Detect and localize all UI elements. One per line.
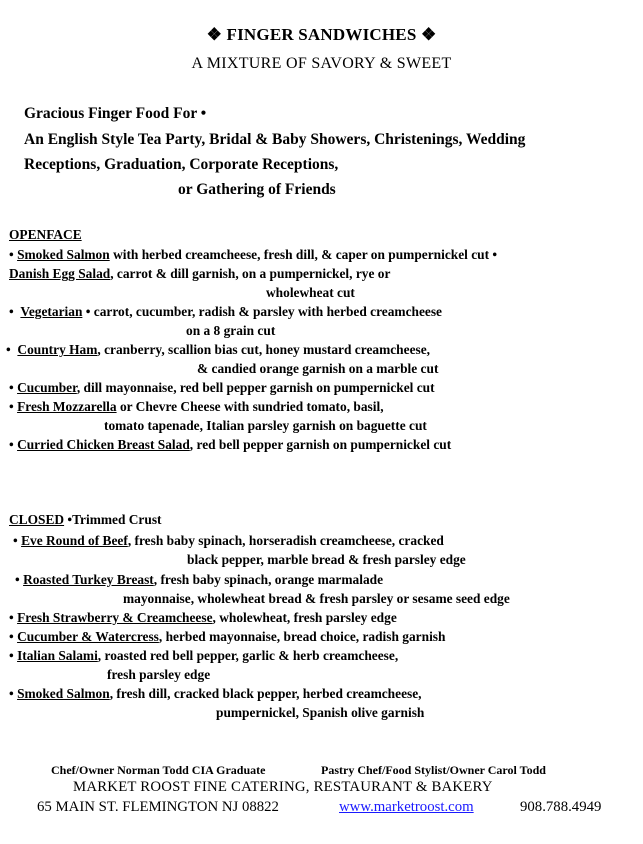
- menu-item: [13, 531, 444, 550]
- menu-item: [9, 627, 445, 646]
- item-desc-cont: fresh parsley edge: [107, 667, 211, 682]
- bullet: •: [9, 247, 14, 262]
- bullet: •: [9, 648, 14, 663]
- item-desc: • carrot, cucumber, radish & parsley with herbed creamcheese: [82, 304, 442, 319]
- closed-heading-label: CLOSED: [9, 512, 65, 527]
- menu-item: [9, 684, 422, 703]
- item-desc: , fresh baby spinach, horseradish creamcheese, cracked: [127, 533, 444, 548]
- bullet: •: [9, 629, 14, 644]
- item-desc-cont: & candied orange garnish on a marble cut: [197, 361, 439, 376]
- chef-credit: Chef/Owner Norman Todd CIA Graduate: [51, 763, 266, 777]
- menu-item: [9, 435, 451, 454]
- item-desc: , roasted red bell pepper, garlic & herb creamcheese,: [97, 648, 399, 663]
- phone-number: 908.788.4949: [520, 799, 602, 815]
- menu-item: [15, 570, 383, 589]
- item-name: Vegetarian: [20, 304, 83, 319]
- diamond-icon: ❖: [206, 25, 223, 44]
- item-desc: , wholewheat, fresh parsley edge: [212, 610, 397, 625]
- item-desc-cont: pumpernickel, Spanish olive garnish: [216, 705, 425, 720]
- bullet: •: [9, 686, 14, 701]
- item-desc: or Chevre Cheese with sundried tomato, basil,: [116, 399, 384, 414]
- item-desc: , red bell pepper garnish on pumpernickel cut: [189, 437, 452, 452]
- menu-item: [6, 340, 430, 359]
- item-desc: , carrot & dill garnish, on a pumpernickel, rye or: [110, 266, 391, 281]
- menu-item: [9, 378, 435, 397]
- item-desc: , fresh baby spinach, orange marmalade: [153, 572, 384, 587]
- item-name: Italian Salami: [17, 648, 98, 663]
- item-name: Smoked Salmon: [17, 247, 110, 262]
- item-name: Curried Chicken Breast Salad: [17, 437, 190, 452]
- closed-heading: [9, 512, 162, 528]
- intro-line-2: An English Style Tea Party, Bridal & Baby Showers, Christenings, Wedding: [24, 131, 526, 148]
- item-name: Smoked Salmon: [17, 686, 110, 701]
- website-link[interactable]: www.marketroost.com: [339, 799, 474, 815]
- bullet: •: [9, 610, 14, 625]
- item-desc-cont: mayonnaise, wholewheat bread & fresh parsley or sesame seed edge: [123, 591, 510, 606]
- menu-item: [9, 264, 390, 283]
- item-name: Country Ham: [17, 342, 98, 357]
- bullet: •: [9, 304, 14, 319]
- item-name: Danish Egg Salad: [9, 266, 111, 281]
- bullet: •: [9, 380, 14, 395]
- pastry-chef-credit: Pastry Chef/Food Stylist/Owner Carol Todd: [321, 763, 546, 777]
- menu-item: [9, 608, 397, 627]
- item-desc-cont: on a 8 grain cut: [186, 323, 276, 338]
- item-name: Fresh Strawberry & Creamcheese: [17, 610, 213, 625]
- item-desc: , fresh dill, cracked black pepper, herbed creamcheese,: [109, 686, 422, 701]
- item-desc-cont: wholewheat cut: [266, 285, 355, 300]
- item-desc-cont: tomato tapenade, Italian parsley garnish on baguette cut: [104, 418, 427, 433]
- intro-line-3: Receptions, Graduation, Corporate Receptions,: [24, 156, 339, 173]
- subtitle: A MIXTURE OF SAVORY & SWEET: [191, 55, 452, 72]
- intro-line-1: Gracious Finger Food For •: [24, 105, 207, 122]
- bullet: •: [15, 572, 20, 587]
- item-name: Cucumber & Watercress: [17, 629, 159, 644]
- menu-item: [9, 302, 442, 321]
- closed-heading-suffix: •Trimmed Crust: [64, 512, 162, 527]
- bullet: •: [9, 399, 14, 414]
- item-name: Fresh Mozzarella: [17, 399, 117, 414]
- openface-heading: OPENFACE: [9, 227, 82, 242]
- item-desc: , herbed mayonnaise, bread choice, radish garnish: [158, 629, 446, 644]
- business-name: MARKET ROOST FINE CATERING, RESTAURANT & BAKERY: [73, 779, 493, 795]
- diamond-icon: ❖: [420, 25, 437, 44]
- item-desc: with herbed creamcheese, fresh dill, & caper on pumpernickel cut •: [109, 247, 498, 262]
- menu-item: [9, 245, 497, 264]
- item-name: Eve Round of Beef: [21, 533, 128, 548]
- intro-line-4: or Gathering of Friends: [178, 181, 336, 198]
- item-name: Roasted Turkey Breast: [23, 572, 154, 587]
- title-text: FINGER SANDWICHES: [226, 25, 417, 44]
- bullet: •: [6, 342, 11, 357]
- item-desc: , cranberry, scallion bias cut, honey mustard creamcheese,: [97, 342, 431, 357]
- address: 65 MAIN ST. FLEMINGTON NJ 08822: [37, 799, 279, 815]
- item-name: Cucumber: [17, 380, 77, 395]
- menu-item: [9, 397, 384, 416]
- bullet: •: [9, 437, 14, 452]
- bullet: •: [13, 533, 18, 548]
- menu-item: [9, 646, 398, 665]
- page-title: [0, 25, 643, 45]
- item-desc-cont: black pepper, marble bread & fresh parsley edge: [187, 552, 466, 567]
- item-desc: , dill mayonnaise, red bell pepper garnish on pumpernickel cut: [76, 380, 435, 395]
